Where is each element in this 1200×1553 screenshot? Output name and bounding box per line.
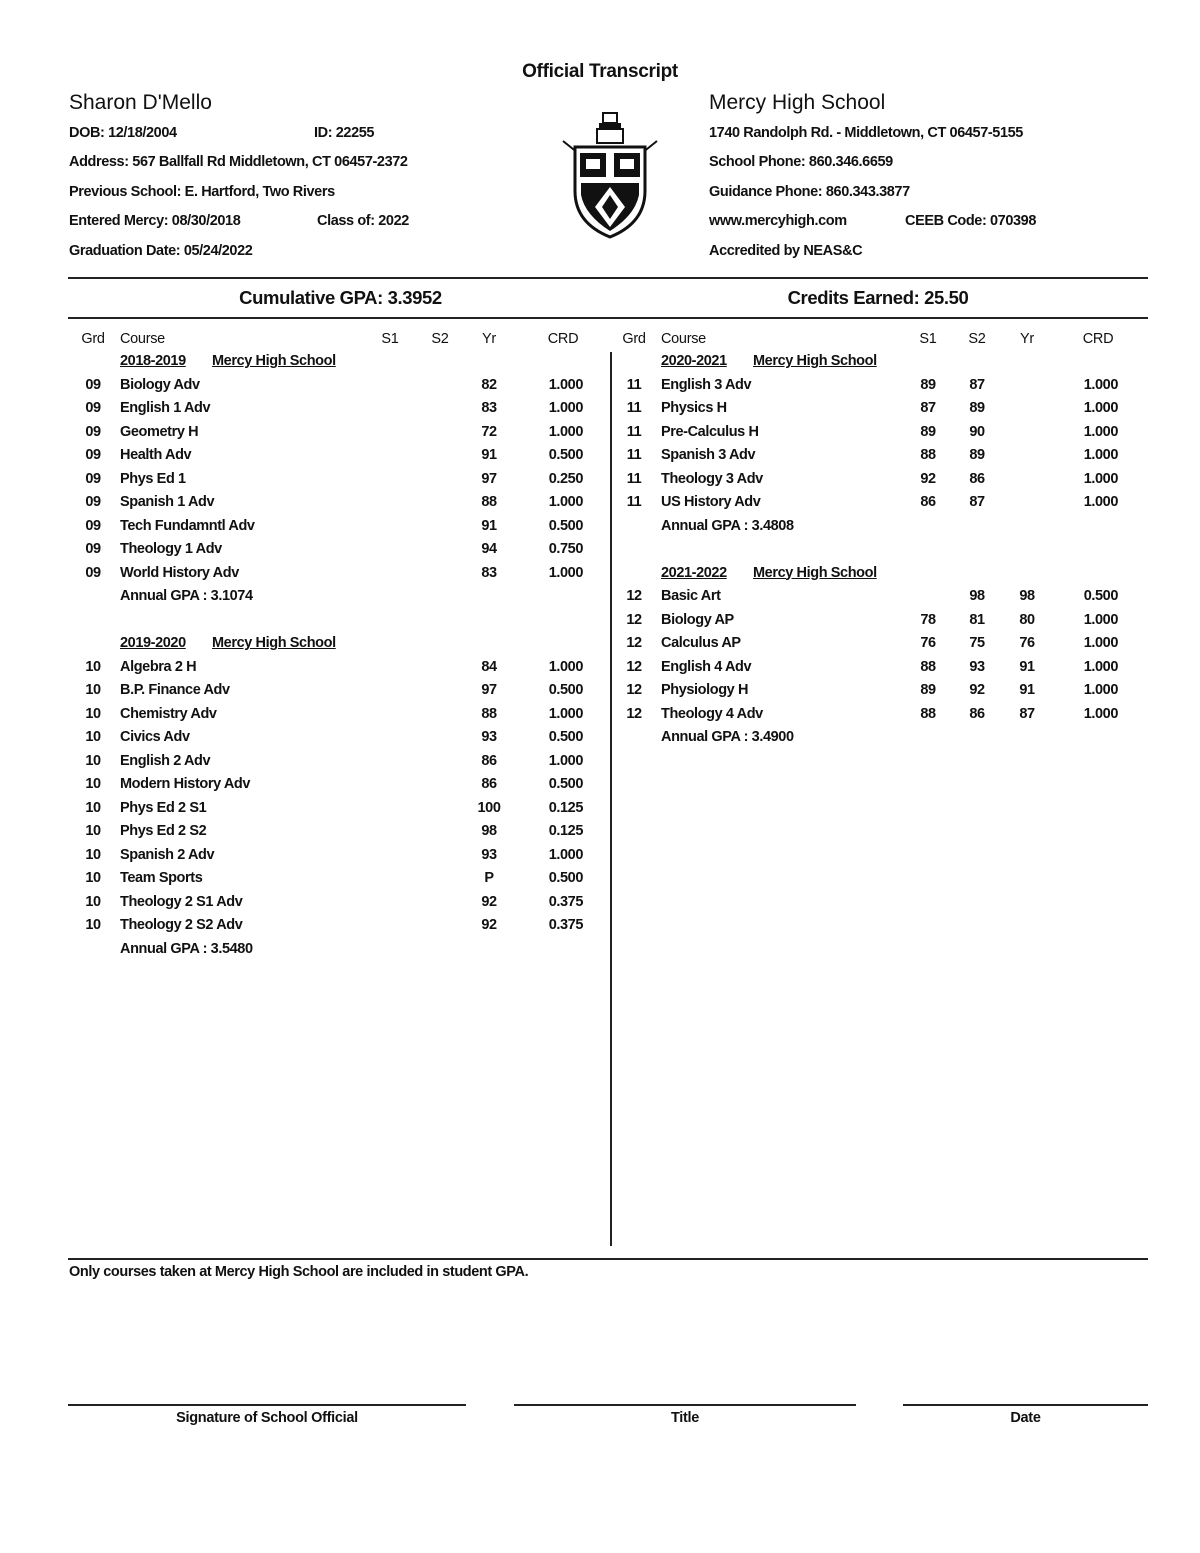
course-credits: 0.500 [548,447,583,463]
course-row [0,447,1200,471]
course-credits: 1.000 [1083,494,1118,510]
course-grade-level: 12 [626,611,642,628]
col-header-s2: S2 [431,331,449,347]
school-year: 2019-2020 [120,635,186,651]
annual-gpa: Annual GPA : 3.1074 [120,588,253,604]
course-year-mark: 87 [1019,705,1035,722]
col-header-crd: CRD [547,331,579,347]
top-rule [68,277,1148,279]
course-row [0,823,1200,847]
course-credits: 1.000 [1083,423,1118,440]
course-s1-mark: 86 [920,494,936,510]
school-year-school: Mercy High School [753,353,877,369]
col-header-s2: S2 [968,331,986,347]
course-grade-level: 12 [626,588,642,604]
course-grade-level: 10 [85,752,101,769]
course-year-mark: 76 [1019,635,1035,651]
course-grade-level: 10 [85,658,101,675]
annual-gpa: Annual GPA : 3.4808 [661,517,794,534]
course-year-mark: 86 [481,776,497,792]
course-grade-level: 12 [626,635,642,651]
course-s2-mark: 90 [969,423,985,440]
course-s1-mark: 89 [920,376,936,393]
course-name: Basic Art [661,588,721,604]
title-line [514,1404,856,1406]
course-grade-level: 11 [626,470,642,487]
course-grade-level: 11 [626,376,642,393]
course-name: Theology 2 S2 Adv [120,917,243,933]
course-grade-level: 10 [85,729,101,745]
course-credits: 0.500 [548,729,583,745]
course-row [0,612,1200,636]
year-heading-row [0,353,1200,377]
annual-gpa-row [0,518,1200,542]
course-grade-level: 10 [85,893,101,910]
course-year-mark: 93 [481,729,497,745]
course-grade-level: 10 [85,705,101,722]
course-grade-level: 11 [626,447,642,463]
date-label: Date [1010,1410,1041,1426]
course-name: Health Adv [120,447,192,463]
course-name: Physiology H [661,682,749,698]
course-credits: 1.000 [1083,611,1118,628]
course-s2-mark: 86 [969,705,985,722]
course-s2-mark: 81 [969,611,985,628]
course-name: Chemistry Adv [120,705,217,722]
student-previous-school: Previous School: E. Hartford, Two Rivers [69,184,335,200]
course-row [0,894,1200,918]
course-grade-level: 09 [85,400,101,416]
course-grade-level: 12 [626,682,642,698]
ceeb-code: CEEB Code: 070398 [905,213,1037,229]
course-name: World History Adv [120,564,239,581]
course-row [0,494,1200,518]
course-year-mark: 88 [481,494,497,510]
course-name: Modern History Adv [120,776,251,792]
year-heading-row [0,565,1200,589]
credits-earned: Credits Earned: 25.50 [787,287,969,308]
course-s2-mark: 92 [969,682,985,698]
course-name: Theology 4 Adv [661,705,763,722]
course-year-mark: 83 [481,564,497,581]
student-entered: Entered Mercy: 08/30/2018 [69,213,241,229]
course-grade-level: 10 [85,917,101,933]
course-year-mark: P [484,870,494,886]
col-header-s1: S1 [381,331,399,347]
course-credits: 0.500 [548,776,583,792]
school-address: 1740 Randolph Rd. - Middletown, CT 06457-5155 [709,125,1023,141]
course-credits: 1.000 [1083,470,1118,487]
gpa-note: Only courses taken at Mercy High School are included in student GPA. [69,1264,529,1280]
school-year: 2018-2019 [120,353,186,369]
col-header-grd: Grd [81,331,105,347]
course-grade-level: 11 [626,423,642,440]
student-dob: DOB: 12/18/2004 [69,125,177,141]
course-row [0,471,1200,495]
course-credits: 0.500 [548,682,583,698]
course-year-mark: 91 [1019,682,1035,698]
course-name: B.P. Finance Adv [120,682,230,698]
course-grade-level: 09 [85,470,101,487]
annual-gpa: Annual GPA : 3.5480 [120,940,253,957]
course-name: Pre-Calculus H [661,423,759,440]
course-credits: 1.000 [1083,376,1118,393]
course-name: Geometry H [120,423,199,440]
course-name: English 2 Adv [120,752,211,769]
course-grade-level: 12 [626,705,642,722]
course-row [0,753,1200,777]
course-year-mark: 100 [477,799,501,816]
page-title: Official Transcript [522,61,678,82]
course-name: Biology AP [661,611,734,628]
course-credits: 0.750 [548,541,583,557]
course-row [0,870,1200,894]
course-credits: 1.000 [548,705,583,722]
course-row [0,588,1200,612]
course-s1-mark: 76 [920,635,936,651]
course-credits: 1.000 [548,658,583,675]
col-header-grd: Grd [622,331,646,347]
course-credits: 0.500 [548,870,583,886]
summary-rule [68,317,1148,319]
course-name: Tech Fundamntl Adv [120,517,255,534]
course-grade-level: 11 [626,400,642,416]
course-credits: 1.000 [1083,705,1118,722]
course-row [0,377,1200,401]
col-header-crd: CRD [1082,331,1114,347]
col-header-yr: Yr [482,331,496,347]
course-row [0,400,1200,424]
course-credits: 0.500 [1083,588,1118,604]
course-grade-level: 09 [85,447,101,463]
course-s1-mark: 89 [920,682,936,698]
course-name: Phys Ed 2 S1 [120,799,207,816]
student-name: Sharon D'Mello [69,91,212,114]
course-name: Phys Ed 2 S2 [120,823,207,839]
course-name: US History Adv [661,494,761,510]
course-s1-mark: 78 [920,611,936,628]
course-s1-mark: 88 [920,447,936,463]
school-website: www.mercyhigh.com [709,213,847,229]
course-credits: 1.000 [548,494,583,510]
course-name: Spanish 3 Adv [661,447,756,463]
course-grade-level: 09 [85,541,101,557]
course-name: Theology 3 Adv [661,470,763,487]
course-credits: 1.000 [548,846,583,863]
course-year-mark: 72 [481,423,497,440]
course-year-mark: 82 [481,376,497,393]
course-name: Biology Adv [120,376,200,393]
course-s2-mark: 89 [969,400,985,416]
school-crest-icon [555,111,665,241]
course-grade-level: 09 [85,423,101,440]
course-credits: 1.000 [548,564,583,581]
course-credits: 0.500 [548,517,583,534]
course-year-mark: 80 [1019,611,1035,628]
course-row [0,917,1200,941]
course-credits: 1.000 [1083,447,1118,463]
course-grade-level: 09 [85,494,101,510]
course-credits: 0.125 [548,799,583,816]
course-row [0,424,1200,448]
school-year-school: Mercy High School [753,564,877,581]
course-row [0,635,1200,659]
footer-rule [68,1258,1148,1260]
course-year-mark: 83 [481,400,497,416]
course-year-mark: 88 [481,705,497,722]
course-name: Algebra 2 H [120,658,197,675]
course-credits: 1.000 [1083,658,1118,675]
course-row [0,659,1200,683]
course-year-mark: 97 [481,470,497,487]
guidance-phone: Guidance Phone: 860.343.3877 [709,184,910,200]
course-s2-mark: 89 [969,447,985,463]
course-name: Civics Adv [120,729,190,745]
course-credits: 0.375 [548,917,583,933]
course-name: English 4 Adv [661,658,752,675]
col-header-yr: Yr [1020,331,1034,347]
course-grade-level: 09 [85,376,101,393]
student-graduation: Graduation Date: 05/24/2022 [69,243,253,259]
cumulative-gpa: Cumulative GPA: 3.3952 [239,287,442,308]
course-year-mark: 93 [481,846,497,863]
course-row [0,706,1200,730]
course-s1-mark: 88 [920,658,936,675]
course-s1-mark: 88 [920,705,936,722]
course-grade-level: 12 [626,658,642,675]
spacer-row [0,541,1200,565]
course-year-mark: 92 [481,893,497,910]
course-name: Spanish 2 Adv [120,846,215,863]
student-id: ID: 22255 [314,125,375,141]
col-header-s1: S1 [919,331,937,347]
school-year: 2021-2022 [661,564,727,581]
course-s1-mark: 89 [920,423,936,440]
course-name: Theology 1 Adv [120,541,222,557]
course-name: Phys Ed 1 [120,470,186,487]
course-year-mark: 97 [481,682,497,698]
course-credits: 1.000 [548,376,583,393]
course-year-mark: 86 [481,752,497,769]
signature-line [68,1404,466,1406]
annual-gpa: Annual GPA : 3.4900 [661,729,794,745]
course-s2-mark: 87 [969,376,985,393]
course-row [0,800,1200,824]
course-grade-level: 10 [85,682,101,698]
course-year-mark: 98 [1019,588,1035,604]
course-s2-mark: 75 [969,635,985,651]
course-s2-mark: 98 [969,588,985,604]
course-credits: 1.000 [1083,682,1118,698]
course-credits: 1.000 [1083,635,1118,651]
course-grade-level: 10 [85,823,101,839]
course-year-mark: 94 [481,541,497,557]
school-year: 2020-2021 [661,353,727,369]
school-name: Mercy High School [709,91,886,114]
course-s1-mark: 87 [920,400,936,416]
school-year-school: Mercy High School [212,635,336,651]
accreditation: Accredited by NEAS&C [709,243,863,259]
course-name: Spanish 1 Adv [120,494,215,510]
course-s2-mark: 93 [969,658,985,675]
course-s2-mark: 87 [969,494,985,510]
course-name: English 3 Adv [661,376,752,393]
course-name: Team Sports [120,870,203,886]
course-row [0,847,1200,871]
course-grade-level: 11 [626,494,642,510]
student-address: Address: 567 Ballfall Rd Middletown, CT 06457-2372 [69,154,408,170]
course-year-mark: 92 [481,917,497,933]
annual-gpa-row [0,729,1200,753]
course-name: Physics H [661,400,727,416]
course-credits: 1.000 [548,423,583,440]
annual-gpa-row [0,941,1200,965]
course-grade-level: 10 [85,776,101,792]
course-year-mark: 91 [481,517,497,534]
title-label: Title [670,1410,700,1426]
course-s1-mark: 92 [920,470,936,487]
course-grade-level: 10 [85,799,101,816]
course-grade-level: 10 [85,846,101,863]
course-credits: 1.000 [1083,400,1118,416]
course-year-mark: 91 [481,447,497,463]
course-year-mark: 98 [481,823,497,839]
course-name: English 1 Adv [120,400,211,416]
course-year-mark: 91 [1019,658,1035,675]
student-class-of: Class of: 2022 [317,213,409,229]
course-year-mark: 84 [481,658,497,675]
course-row [0,682,1200,706]
date-line [903,1404,1148,1406]
col-header-course: Course [661,331,706,347]
course-grade-level: 09 [85,517,101,534]
course-s2-mark: 86 [969,470,985,487]
course-row [0,776,1200,800]
school-year-school: Mercy High School [212,353,336,369]
course-credits: 0.125 [548,823,583,839]
course-credits: 0.375 [548,893,583,910]
col-header-course: Course [120,331,165,347]
course-credits: 1.000 [548,752,583,769]
course-name: Theology 2 S1 Adv [120,893,243,910]
course-name: Calculus AP [661,635,741,651]
school-phone: School Phone: 860.346.6659 [709,154,893,170]
signature-label: Signature of School Official [176,1410,358,1426]
course-grade-level: 10 [85,870,101,886]
course-credits: 1.000 [548,400,583,416]
course-credits: 0.250 [548,470,583,487]
course-grade-level: 09 [85,564,101,581]
